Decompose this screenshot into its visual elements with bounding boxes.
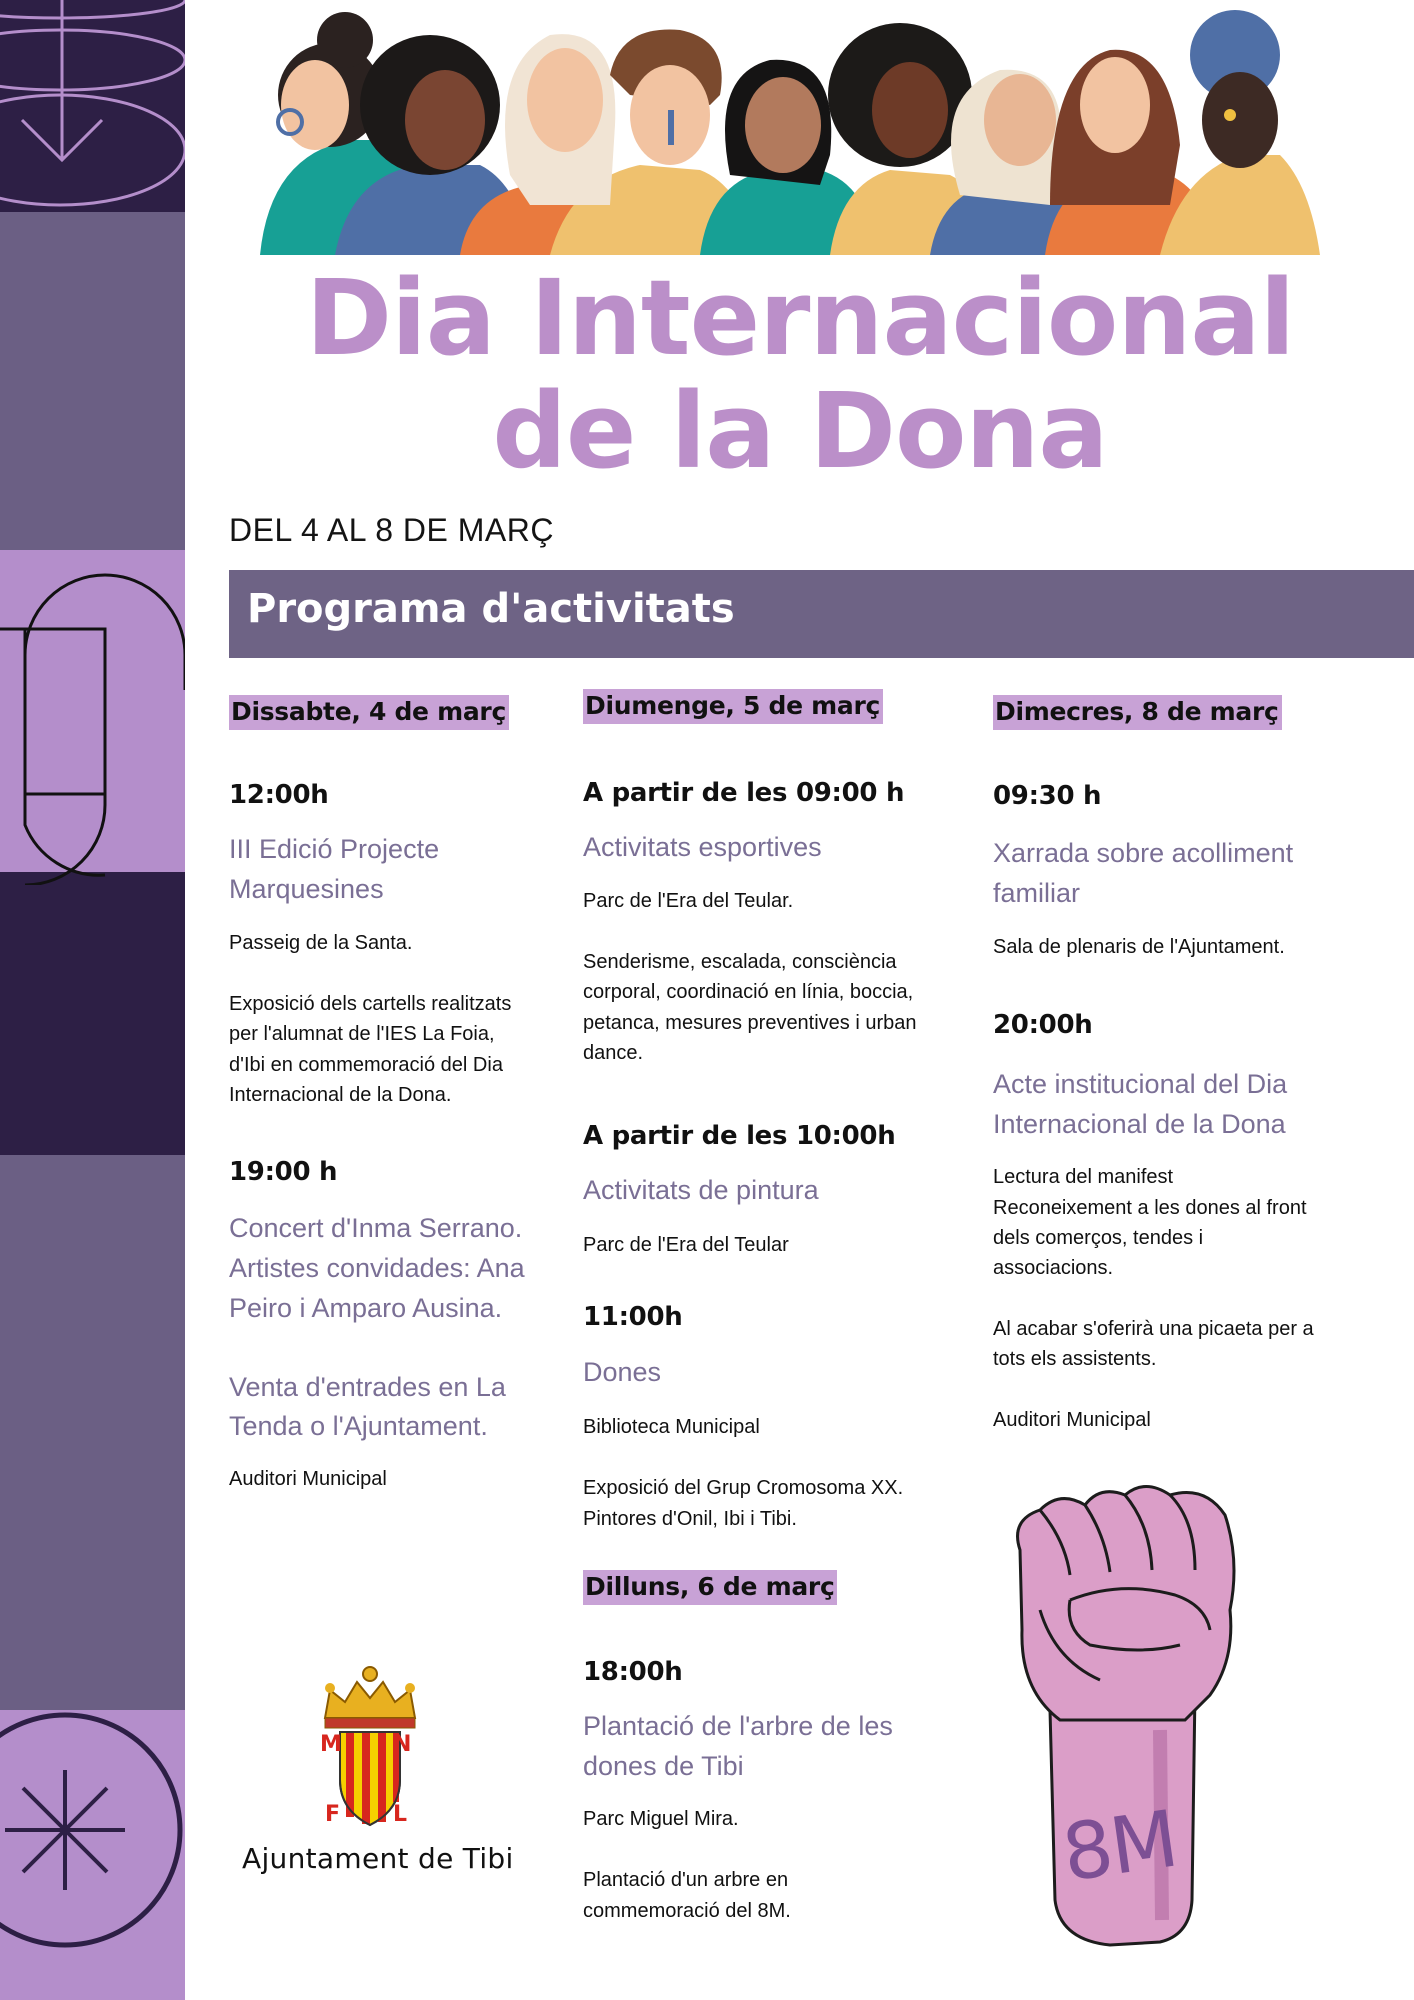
- page-title-line-1: Dia Internacional: [305, 257, 1295, 379]
- event-description-line: Senderisme, escalada, consciència: [583, 951, 897, 973]
- event-description-line: Plantació d'un arbre en: [583, 1869, 789, 1891]
- event-title-line: Internacional de la Dona: [993, 1109, 1286, 1139]
- event-title-line: dones de Tibi: [583, 1751, 744, 1781]
- day-heading-wednesday: [993, 695, 1282, 730]
- day-label: Dissabte, 4 de març: [229, 695, 509, 730]
- event-description-line: Exposició del Grup Cromosoma XX.: [583, 1477, 904, 1499]
- logo-letter-f: F: [325, 1802, 341, 1827]
- event-description-line: Exposició dels cartells realitzats: [229, 993, 512, 1015]
- event-description-line: Al acabar s'oferirà una picaeta per a: [993, 1318, 1314, 1340]
- event-description-line: associacions.: [993, 1257, 1114, 1279]
- event-location: Passeig de la Santa.: [229, 932, 413, 954]
- strip-block-mid-2: [0, 1155, 185, 1710]
- event-title-line: Acte institucional del Dia: [993, 1069, 1288, 1099]
- arrow-down-icon: [0, 0, 185, 212]
- day-label: Diumenge, 5 de març: [583, 689, 883, 724]
- event-location: Auditori Municipal: [229, 1468, 387, 1490]
- event-location: Parc de l'Era del Teular: [583, 1234, 789, 1256]
- day-heading-saturday: [229, 695, 509, 730]
- event-title-line: Xarrada sobre acolliment: [993, 838, 1294, 868]
- event-title-line: Artistes convidades: Ana: [229, 1253, 525, 1283]
- fist-label-8m: 8M: [1057, 1794, 1182, 1900]
- event-description-line: Internacional de la Dona.: [229, 1084, 452, 1106]
- event-title: Activitats de pintura: [583, 1175, 819, 1205]
- event-description-line: Reconeixement a les dones al front: [993, 1197, 1307, 1219]
- event-time: 09:30 h: [993, 781, 1102, 811]
- program-title: Programa d'activitats: [247, 586, 735, 632]
- event-tickets-line: Tenda o l'Ajuntament.: [229, 1411, 488, 1441]
- event-description-line: commemoració del 8M.: [583, 1900, 791, 1922]
- event-tickets-line: Venta d'entrades en La: [229, 1372, 506, 1402]
- event-description-line: corporal, coordinació en línia, boccia,: [583, 981, 914, 1003]
- decorative-side-strip: [0, 0, 185, 2000]
- event-title-line: Peiro i Amparo Ausina.: [229, 1293, 503, 1323]
- event-time: 20:00h: [993, 1010, 1093, 1040]
- event-description-line: dance.: [583, 1042, 644, 1064]
- event-title-line: familiar: [993, 878, 1081, 908]
- day-heading-monday: [583, 1570, 837, 1605]
- strip-block-dark: [0, 872, 185, 1155]
- day-heading-sunday: [583, 689, 883, 724]
- logo-letter-m: M: [320, 1732, 342, 1757]
- day-label: Dimecres, 8 de març: [993, 695, 1282, 730]
- women-illustration: [230, 5, 1370, 255]
- event-time: 18:00h: [583, 1657, 683, 1687]
- event-time: 11:00h: [583, 1302, 683, 1332]
- event-time: A partir de les 09:00 h: [583, 778, 905, 808]
- day-label: Dilluns, 6 de març: [583, 1570, 837, 1605]
- event-time: 12:00h: [229, 780, 329, 810]
- event-title-line: Concert d'Inma Serrano.: [229, 1213, 523, 1243]
- event-location: Biblioteca Municipal: [583, 1416, 760, 1438]
- event-title: Activitats esportives: [583, 832, 822, 862]
- event-title: Dones: [583, 1357, 662, 1387]
- event-location: Parc Miguel Mira.: [583, 1808, 739, 1830]
- event-title-line: Plantació de l'arbre de les: [583, 1711, 893, 1741]
- event-description-line: dels comerços, tendes i: [993, 1227, 1204, 1249]
- event-title-line: III Edició Projecte: [229, 834, 440, 864]
- page-title-line-2: de la Dona: [492, 370, 1108, 492]
- logo-letter-l: L: [393, 1802, 408, 1827]
- event-title-line: Marquesines: [229, 874, 384, 904]
- event-location: Parc de l'Era del Teular.: [583, 890, 794, 912]
- outline-shapes-icon: [0, 545, 185, 885]
- program-banner: [229, 570, 1414, 658]
- municipality-name: Ajuntament de Tibi: [242, 1842, 514, 1875]
- event-description-line: tots els assistents.: [993, 1348, 1157, 1370]
- event-description-line: Pintores d'Onil, Ibi i Tibi.: [583, 1508, 797, 1530]
- strip-block-mid: [0, 212, 185, 550]
- event-description-line: per l'alumnat de l'IES La Foia,: [229, 1023, 495, 1045]
- logo-letter-n: N: [393, 1732, 412, 1757]
- event-location: Sala de plenaris de l'Ajuntament.: [993, 936, 1285, 958]
- event-description-line: d'Ibi en commemoració del Dia: [229, 1054, 503, 1076]
- event-time: 19:00 h: [229, 1157, 338, 1187]
- date-range: DEL 4 AL 8 DE MARÇ: [229, 512, 554, 548]
- asterisk-icon: [0, 1710, 185, 2000]
- event-description-line: petanca, mesures preventives i urban: [583, 1012, 917, 1034]
- event-time: A partir de les 10:00h: [583, 1121, 896, 1151]
- event-description-line: Lectura del manifest: [993, 1166, 1174, 1188]
- event-location: Auditori Municipal: [993, 1409, 1151, 1431]
